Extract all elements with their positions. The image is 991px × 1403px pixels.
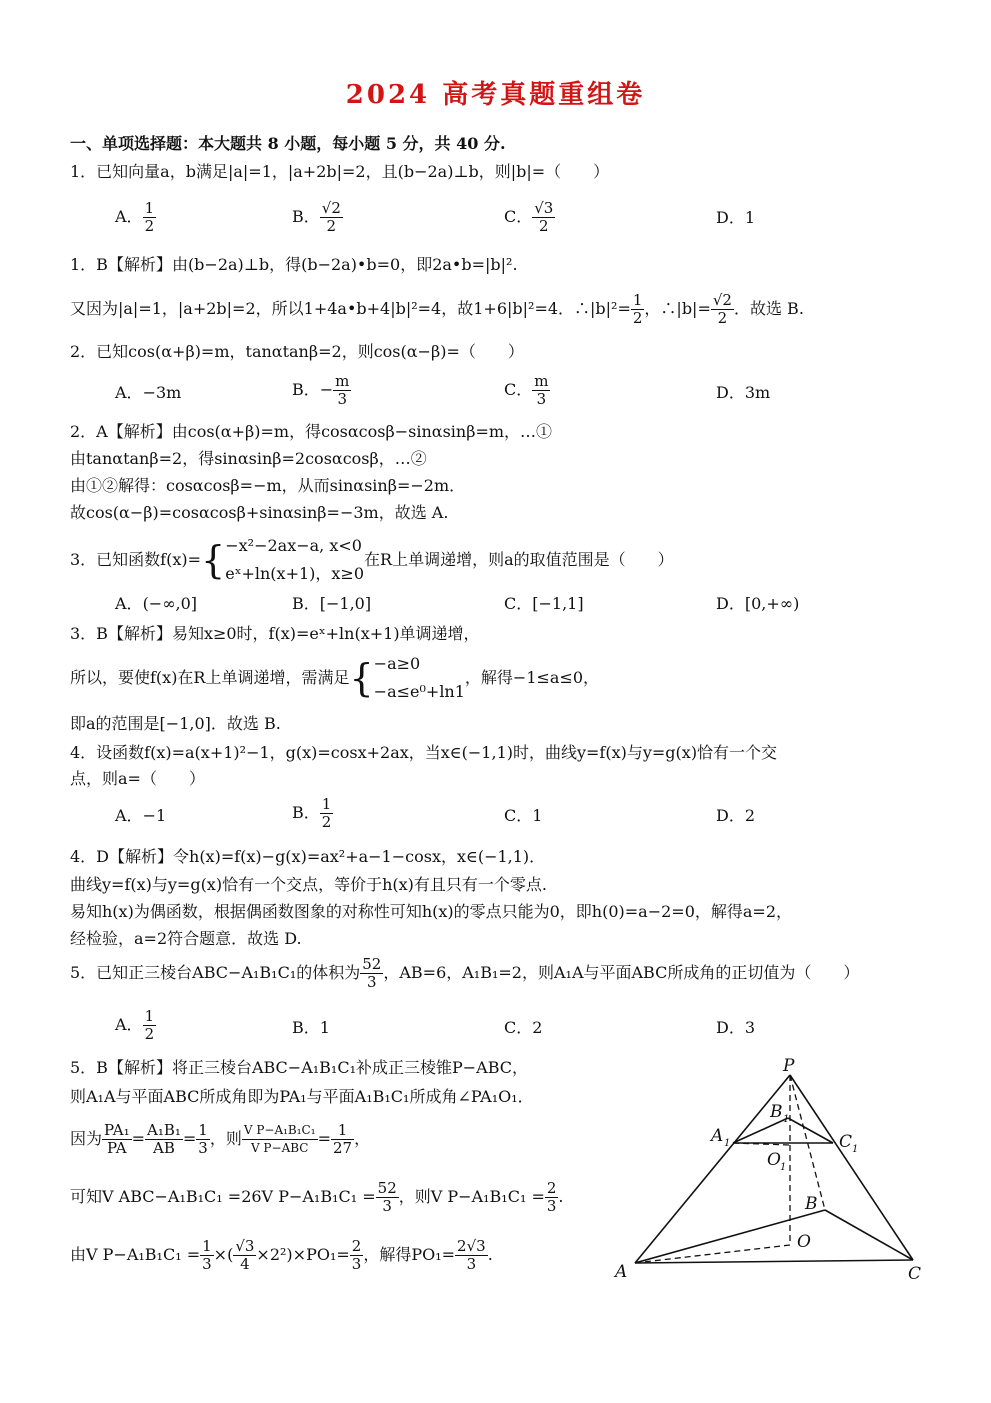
q1-solution-line2: 又因为|a|=1，|a+2b|=2，所以1+4a•b+4|b|²=4，故1+6|b|²=4．∴|b|²= $\frac{1}{2}$ ，∴|b|= $\frac{√2}{2}$ ．故选 B. bbox=[70, 291, 804, 327]
label-o: O bbox=[797, 1232, 811, 1252]
q4-solution-line1: 4．D【解析】令h(x)=f(x)−g(x)=ax²+a−1−cosx，x∈(−1,1)． bbox=[70, 847, 546, 866]
line-ao-dashed bbox=[635, 1245, 790, 1263]
q5-solution-line2: 则A₁A与平面ABC所成角即为PA₁与平面A₁B₁C₁所成角∠PA₁O₁． bbox=[70, 1087, 534, 1106]
q5-solution-line1: 5．B【解析】将正三棱台ABC−A₁B₁C₁补成正三棱锥P−ABC， bbox=[70, 1058, 529, 1077]
q1-solution-line1: 1．B【解析】由(b−2a)⊥b，得(b−2a)•b=0，即2a•b=|b|². bbox=[70, 255, 518, 274]
q2-option-b: B．− $\frac{m}{3}$ bbox=[292, 372, 350, 408]
q3-option-a: A．(−∞,0] bbox=[115, 594, 198, 613]
label-b: B bbox=[805, 1194, 818, 1214]
label-o1: O bbox=[767, 1150, 781, 1170]
page-title: 2024 高考真题重组卷 bbox=[345, 80, 646, 110]
q1-option-a: A． $\frac{1}{2}$ bbox=[115, 199, 155, 235]
q5-stem: 5．已知正三棱台ABC−A₁B₁C₁的体积为 $\frac{52}{3}$ ，AB=6，A₁B₁=2，则A₁A与平面ABC所成角的正切值为（ ） bbox=[70, 955, 860, 991]
q5-option-d: D．3 bbox=[716, 1018, 756, 1037]
q3-option-b: B．[−1,0] bbox=[292, 594, 372, 613]
q5-option-c: C．2 bbox=[504, 1018, 543, 1037]
q4-stem-line1: 4．设函数f(x)=a(x+1)²−1，g(x)=cosx+2ax，当x∈(−1,1)时，曲线y=f(x)与y=g(x)恰有一个交 bbox=[70, 743, 778, 762]
q3-stem: 3．已知函数f(x)={ −x²−2ax−a, x<0 eˣ+ln(x+1)，x≥0 在R上单调递增，则a的取值范围是（ ） bbox=[70, 536, 674, 583]
q2-stem: 2．已知cos(α+β)=m，tanαtanβ=2，则cos(α−β)=（ ） bbox=[70, 342, 524, 361]
label-b1: B bbox=[770, 1102, 783, 1122]
section-heading: 一、单项选择题：本大题共 8 小题，每小题 5 分，共 40 分. bbox=[70, 134, 506, 153]
q2-option-d: D．3m bbox=[716, 383, 771, 402]
q4-solution-line2: 曲线y=f(x)与y=g(x)恰有一个交点，等价于h(x)有且只有一个零点. bbox=[70, 875, 547, 894]
label-c1: C bbox=[839, 1132, 853, 1152]
q4-option-b: B． $\frac{1}{2}$ bbox=[292, 795, 332, 831]
q1-option-b: B． $\frac{√2}{2}$ bbox=[292, 199, 341, 235]
pyramid-figure bbox=[605, 1055, 935, 1290]
label-a1: A bbox=[711, 1126, 724, 1146]
q2-solution-line1: 2．A【解析】由cos(α+β)=m，得cosαcosβ−sinαsinβ=m，…① bbox=[70, 422, 553, 441]
q5-option-b: B．1 bbox=[292, 1018, 330, 1037]
q3-solution-line3: 即a的范围是[−1,0]．故选 B. bbox=[70, 714, 281, 733]
edge-ac bbox=[635, 1260, 913, 1263]
label-c: C bbox=[908, 1264, 922, 1284]
q3-option-d: D．[0,+∞) bbox=[716, 594, 800, 613]
q5-option-a: A． $\frac{1}{2}$ bbox=[115, 1007, 155, 1043]
q3-solution-line2: 所以，要使f(x)在R上单调递增，需满足{ −a≥0 −a≤e⁰+ln1 ，解得−1≤a≤0， bbox=[70, 654, 600, 701]
q4-solution-line4: 经检验，a=2符合题意．故选 D. bbox=[70, 929, 302, 948]
q2-option-c: C． $\frac{m}{3}$ bbox=[504, 372, 549, 408]
label-p: P bbox=[783, 1056, 795, 1076]
label-c1-sub: 1 bbox=[852, 1144, 859, 1155]
label-b1-sub: 1 bbox=[783, 1114, 790, 1125]
q4-option-c: C．1 bbox=[504, 806, 543, 825]
q4-stem-line2: 点，则a=（ ） bbox=[70, 769, 205, 788]
q3-solution-line1: 3．B【解析】易知x≥0时，f(x)=eˣ+ln(x+1)单调递增， bbox=[70, 624, 480, 643]
q4-option-a: A．−1 bbox=[115, 806, 167, 825]
q2-solution-line2: 由tanαtanβ=2，得sinαsinβ=2cosαcosβ，…② bbox=[70, 449, 427, 468]
label-a: A bbox=[615, 1262, 628, 1282]
edge-bc bbox=[825, 1210, 913, 1260]
q3-option-c: C．[−1,1] bbox=[504, 594, 584, 613]
label-o1-sub: 1 bbox=[780, 1162, 787, 1173]
label-a1-sub: 1 bbox=[724, 1138, 731, 1149]
q2-solution-line4: 故cos(α−β)=cosαcosβ+sinαsinβ=−3m，故选 A. bbox=[70, 503, 449, 522]
q1-option-d: D．1 bbox=[716, 208, 756, 227]
q2-solution-line3: 由①②解得：cosαcosβ=−m，从而sinαsinβ=−2m． bbox=[70, 476, 466, 495]
q1-stem: 1．已知向量a，b满足|a|=1，|a+2b|=2，且(b−2a)⊥b，则|b|=（ ） bbox=[70, 162, 610, 181]
q4-solution-line3: 易知h(x)为偶函数，根据偶函数图象的对称性可知h(x)的零点只能为0，即h(0)=a−2=0，解得a=2， bbox=[70, 902, 793, 921]
q5-solution-line3: 因为 $\frac{\text{PA₁}}{PA}$ = $\frac{\text{A₁B₁}}{AB}$ = $\frac{1}{3}$ ，则 $\frac{\text{V P−A₁B₁C₁}}{\text{V P−ABC}}$ = $\frac{1}{27}$ ， bbox=[70, 1121, 371, 1157]
q1-option-c: C． $\frac{√3}{2}$ bbox=[504, 199, 554, 235]
q5-solution-line4: 可知V ABC−A₁B₁C₁ =26V P−A₁B₁C₁ = $\frac{52}{3}$ ，则V P−A₁B₁C₁ = $\frac{2}{3}$ . bbox=[70, 1179, 564, 1215]
q5-solution-line5: 由V P−A₁B₁C₁ = $\frac{1}{3}$ ×( $\frac{√3}{4}$ ×2²)×PO₁= $\frac{2}{3}$ ，解得PO₁= $\frac{2√3}{3}$ . bbox=[70, 1237, 493, 1273]
q2-option-a: A．−3m bbox=[115, 383, 182, 402]
q4-option-d: D．2 bbox=[716, 806, 756, 825]
